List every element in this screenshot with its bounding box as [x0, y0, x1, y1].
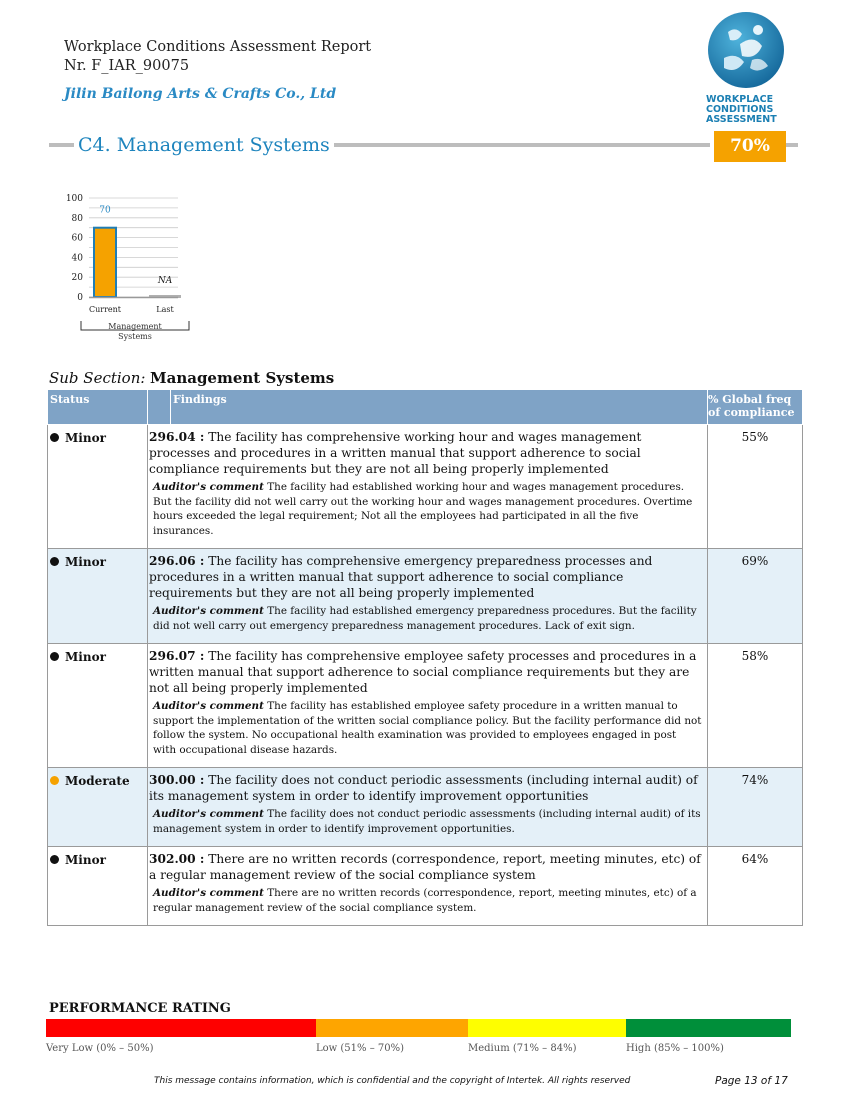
finding-details: [148, 549, 708, 644]
findings-table: [47, 389, 803, 926]
finding-row: [48, 549, 803, 644]
report-number: Nr. F_IAR_90075: [64, 58, 190, 74]
chart-data-label-last: NA: [157, 276, 173, 286]
band-label-high: High (85% – 100%): [626, 1043, 724, 1054]
company-name: Jilin Bailong Arts & Crafts Co., Ltd: [64, 86, 337, 102]
severity-dot-icon: [50, 652, 59, 661]
chart-bar-current: [94, 228, 116, 297]
performance-band: [468, 1019, 626, 1037]
chart-bars: [89, 206, 181, 298]
auditor-comment-text: The facility had established emergency preparedness procedures. But the facility did not well carry out emergency preparedness management procedures. Lack of exit sign.: [153, 605, 697, 632]
findings-header-row: [48, 390, 803, 425]
chart-data-label-current: 70: [99, 205, 111, 216]
finding-text: The facility has comprehensive employee safety processes and procedures in a written manual that support adherence to social compliance requirements but they are not all being properly implemented: [149, 649, 697, 695]
finding-code: 296.07 :: [149, 649, 205, 663]
finding-global-freq: 55%: [708, 425, 803, 549]
logo-line-2: CONDITIONS: [706, 104, 774, 115]
finding-global-freq: 64%: [708, 847, 803, 926]
severity-dot-icon: [50, 557, 59, 566]
section-bar-left: [49, 143, 75, 147]
finding-row: [48, 644, 803, 768]
chart-y-tick-label: 0: [77, 293, 83, 303]
finding-row: [48, 768, 803, 847]
finding-status-label: Minor: [65, 555, 106, 569]
finding-code: 300.00 :: [149, 773, 205, 787]
finding-text: The facility does not conduct periodic assessments (including internal audit) of its management system in order to identify improvement opportunities: [149, 773, 698, 803]
wca-logo: [706, 10, 788, 125]
chart-x-axis: [89, 305, 175, 314]
finding-code: 296.06 :: [149, 554, 205, 568]
confidentiality-notice: This message contains information, which is confidential and the copyright of Intertek. All rights reserved: [154, 1076, 631, 1086]
severity-dot-icon: [50, 776, 59, 785]
auditor-comment-text: There are no written records (correspondence, report, meeting minutes, etc) of a regular management review of the social compliance system.: [153, 887, 697, 914]
finding-code: 302.00 :: [149, 852, 205, 866]
finding-row: [48, 425, 803, 549]
finding-code: 296.04 :: [149, 430, 205, 444]
subsection-name: Management Systems: [150, 369, 335, 387]
finding-details: [148, 768, 708, 847]
finding-text: The facility has comprehensive working hour and wages management processes and procedures in a written manual that support adherence to social compliance requirements but they are not all being properly implemented: [149, 430, 642, 476]
report-title: Workplace Conditions Assessment Report: [64, 39, 372, 55]
performance-rating-scale: [46, 1019, 791, 1037]
finding-status: [48, 644, 148, 768]
finding-details: [148, 847, 708, 926]
finding-row: [48, 847, 803, 926]
header-findings: Findings: [171, 390, 708, 425]
finding-global-freq: 58%: [708, 644, 803, 768]
finding-status: [48, 425, 148, 549]
performance-band: [316, 1019, 468, 1037]
section-title: C4. Management Systems: [74, 134, 334, 156]
auditor-comment-label: Auditor's comment: [153, 481, 264, 493]
performance-rating-title: PERFORMANCE RATING: [49, 1001, 231, 1016]
chart-group-label-line-1: Management: [108, 322, 162, 331]
severity-dot-icon: [50, 855, 59, 864]
section-bar-right: [310, 143, 710, 147]
auditor-comment-label: Auditor's comment: [153, 808, 264, 820]
performance-band: [46, 1019, 316, 1037]
chart-y-tick-label: 100: [65, 194, 83, 204]
wca-logo-emblem: [706, 10, 786, 90]
chart-x-tick-label: Current: [88, 305, 122, 314]
finding-status-label: Minor: [65, 431, 106, 445]
finding-status-label: Minor: [65, 853, 106, 867]
subsection-label: Sub Section:: [49, 369, 146, 387]
finding-global-freq: 74%: [708, 768, 803, 847]
chart-y-axis: [66, 194, 83, 303]
page-number: Page 13 of 17: [715, 1075, 788, 1087]
finding-status: [48, 768, 148, 847]
performance-band: [626, 1019, 791, 1037]
finding-text: There are no written records (correspondence, report, meeting minutes, etc) of a regular management review of the social compliance system: [149, 852, 701, 882]
auditor-comment-label: Auditor's comment: [153, 700, 264, 712]
header-spacer: [148, 390, 171, 425]
chart-x-tick-label: Last: [156, 305, 174, 314]
chart-y-tick-label: 60: [71, 233, 83, 244]
chart-group-label-line-2: Systems: [118, 332, 152, 341]
finding-details: [148, 644, 708, 768]
auditor-comment-text: The facility does not conduct periodic assessments (including internal audit) of its management system in order to identify improvement opportunities.: [153, 808, 701, 835]
chart-y-tick-label: 80: [71, 213, 83, 224]
finding-status: [48, 549, 148, 644]
auditor-comment-text: The facility had established working hour and wages management procedures. But the facility did not well carry out the working hour and wages management procedures. Overtime hours exceeded the legal requirement; Not all the employees had participated in all the five insurances.: [153, 481, 693, 537]
band-label-very-low: Very Low (0% – 50%): [46, 1043, 154, 1054]
severity-dot-icon: [50, 433, 59, 442]
header-global-freq: % Global freq of compliance: [708, 390, 803, 425]
finding-global-freq: 69%: [708, 549, 803, 644]
auditor-comment-label: Auditor's comment: [153, 887, 264, 899]
finding-status-label: Minor: [65, 650, 106, 664]
finding-text: The facility has comprehensive emergency preparedness processes and procedures in a written manual that support adherence to social compliance requirements but they are not all being properly implemented: [149, 554, 653, 600]
section-bar-end: [786, 143, 798, 147]
band-label-medium: Medium (71% – 84%): [468, 1043, 577, 1054]
band-label-low: Low (51% – 70%): [316, 1043, 405, 1054]
management-systems-chart: [45, 188, 205, 348]
finding-status: [48, 847, 148, 926]
auditor-comment-label: Auditor's comment: [153, 605, 264, 617]
finding-status-label: Moderate: [65, 774, 130, 788]
section-score-badge: 70%: [714, 131, 786, 162]
chart-y-tick-label: 20: [71, 273, 83, 284]
logo-line-3: ASSESSMENT: [706, 114, 777, 125]
auditor-comment-text: The facility has established employee safety procedure in a written manual to support the implementation of the written social compliance policy. But the facility performance did not follow the system. No occupational health examination was provided to employees engaged in post with occupational disease hazards.: [153, 700, 702, 756]
header-status: Status: [48, 390, 148, 425]
chart-y-tick-label: 40: [71, 253, 83, 264]
finding-details: [148, 425, 708, 549]
logo-line-1: WORKPLACE: [706, 94, 774, 105]
